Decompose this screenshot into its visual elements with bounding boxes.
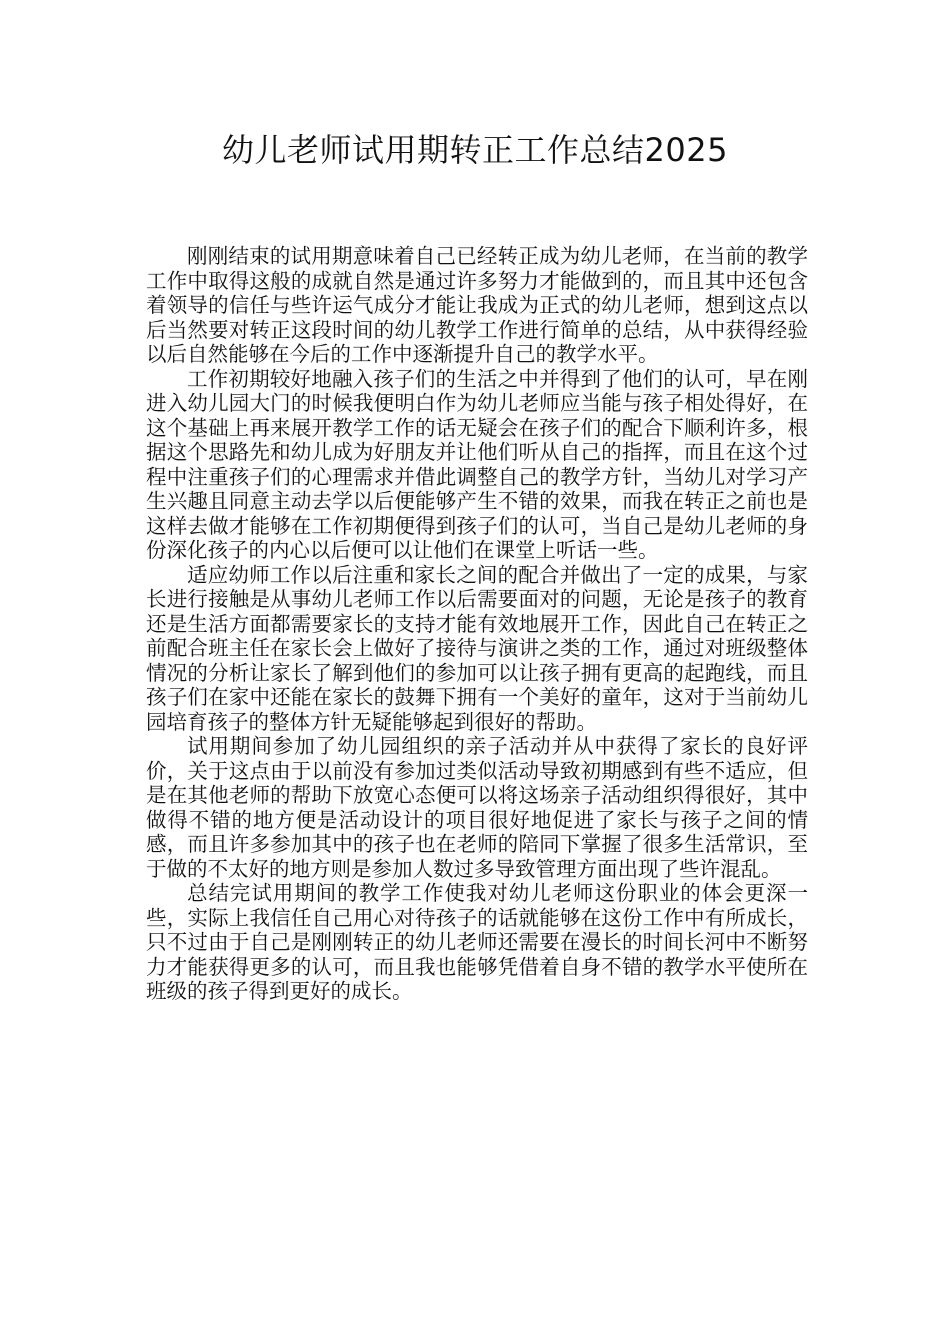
paragraph-2: 工作初期较好地融入孩子们的生活之中并得到了他们的认可，早在刚进入幼儿园大门的时候我便明白作为幼儿老师应当能与孩子相处得好，在这个基础上再来展开教学工作的话无疑会在孩子们的配合下顺利许多，根据这个思路先和幼儿成为好朋友并让他们听从自己的指挥，而且在这个过程中注重孩子们的心理需求并借此调整自己的教学方针，当幼儿对学习产生兴趣且同意主动去学以后便能够产生不错的效果，而我在转正之前也是这样去做才能够在工作初期便得到孩子们的认可，当自己是幼儿老师的身份深化孩子的内心以后便可以让他们在课堂上听话一些。 bbox=[146, 366, 808, 562]
paragraph-3: 适应幼师工作以后注重和家长之间的配合并做出了一定的成果，与家长进行接触是从事幼儿老师工作以后需要面对的问题，无论是孩子的教育还是生活方面都需要家长的支持才能有效地展开工作，因此自己在转正之前配合班主任在家长会上做好了接待与演讲之类的工作，通过对班级整体情况的分析让家长了解到他们的参加可以让孩子拥有更高的起跑线，而且孩子们在家中还能在家长的鼓舞下拥有一个美好的童年，这对于当前幼儿园培育孩子的整体方针无疑能够起到很好的帮助。 bbox=[146, 562, 808, 734]
paragraph-5: 总结完试用期间的教学工作使我对幼儿老师这份职业的体会更深一些，实际上我信任自己用心对待孩子的话就能够在这份工作中有所成长，只不过由于自己是刚刚转正的幼儿老师还需要在漫长的时间长河中不断努力才能获得更多的认可，而且我也能够凭借着自身不错的教学水平使所在班级的孩子得到更好的成长。 bbox=[146, 881, 808, 1003]
paragraph-1: 刚刚结束的试用期意味着自己已经转正成为幼儿老师，在当前的教学工作中取得这般的成就自然是通过许多努力才能做到的，而且其中还包含着领导的信任与些许运气成分才能让我成为正式的幼儿老师，想到这点以后当然要对转正这段时间的幼儿教学工作进行简单的总结，从中获得经验以后自然能够在今后的工作中逐渐提升自己的教学水平。 bbox=[146, 244, 808, 366]
paragraph-4: 试用期间参加了幼儿园组织的亲子活动并从中获得了家长的良好评价，关于这点由于以前没有参加过类似活动导致初期感到有些不适应，但是在其他老师的帮助下放宽心态便可以将这场亲子活动组织得很好，其中做得不错的地方便是活动设计的项目很好地促进了家长与孩子之间的情感，而且许多参加其中的孩子也在老师的陪同下掌握了很多生活常识，至于做的不太好的地方则是参加人数过多导致管理方面出现了些许混乱。 bbox=[146, 734, 808, 881]
document-title: 幼儿老师试用期转正工作总结2025 bbox=[222, 131, 728, 169]
document-body bbox=[146, 244, 808, 1004]
